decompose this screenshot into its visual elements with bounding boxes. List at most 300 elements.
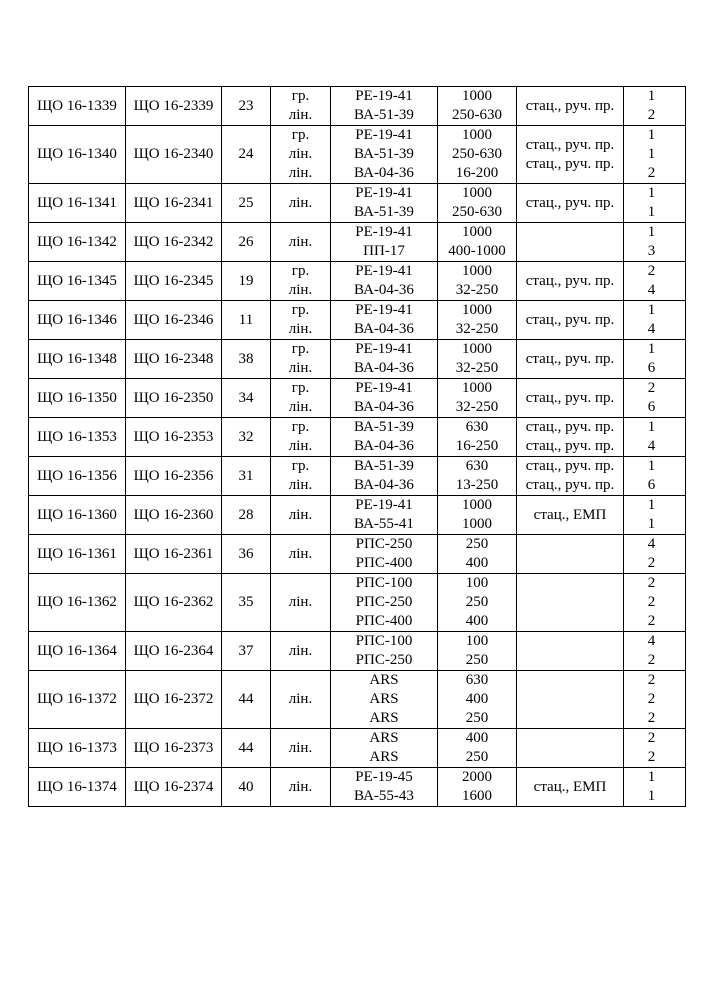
- scheme-number-text: 44: [238, 739, 254, 756]
- table-row: [29, 126, 686, 184]
- device-line: РЕ-19-41: [355, 88, 413, 104]
- current-cell: [438, 535, 517, 574]
- line-type-cell: [271, 340, 331, 379]
- note-cell: [517, 632, 624, 671]
- quantity-line: 1: [647, 204, 656, 220]
- scheme-number-cell: [222, 496, 271, 535]
- alt-code-cell: [126, 729, 222, 768]
- alt-code-cell: [126, 768, 222, 807]
- alt-code-cell: [126, 457, 222, 496]
- device-line: ВА-51-39: [354, 458, 414, 474]
- panel-code-text: ЩО 16-1348: [37, 350, 117, 367]
- device-cell: [331, 457, 438, 496]
- current-line: 1000: [462, 341, 492, 357]
- device-cell: [331, 729, 438, 768]
- current-cell: [438, 126, 517, 184]
- alt-code-cell: [126, 262, 222, 301]
- line-type-line: гр.: [291, 127, 310, 143]
- current-line: 32-250: [455, 282, 499, 298]
- current-line: 1000: [462, 127, 492, 143]
- quantity-line: 4: [647, 282, 656, 298]
- scheme-number-cell: [222, 87, 271, 126]
- quantity-cell: [624, 379, 686, 418]
- device-line: ВА-04-36: [354, 477, 414, 493]
- panel-code-cell: [29, 671, 126, 729]
- quantity-cell: [624, 340, 686, 379]
- quantity-cell: [624, 262, 686, 301]
- current-line: 16-200: [455, 165, 499, 181]
- scheme-number-text: 38: [238, 350, 254, 367]
- alt-code-text: ЩО 16-2353: [133, 428, 214, 445]
- line-type-line: лін.: [288, 165, 313, 181]
- device-line: ВА-51-39: [354, 107, 414, 123]
- line-type-line: гр.: [291, 458, 310, 474]
- note-line: стац., руч. пр.: [525, 194, 615, 211]
- table-body: [29, 87, 686, 807]
- device-line: ARS: [369, 672, 399, 688]
- device-cell: [331, 671, 438, 729]
- alt-code-text: ЩО 16-2350: [133, 389, 214, 406]
- alt-code-text: ЩО 16-2372: [133, 691, 214, 707]
- device-line: РПС-400: [355, 555, 413, 571]
- panel-code-text: ЩО 16-1342: [37, 233, 117, 250]
- note-line: стац., руч. пр.: [525, 97, 615, 114]
- scheme-number-cell: [222, 379, 271, 418]
- line-type-line: лін.: [288, 194, 313, 211]
- device-cell: [331, 496, 438, 535]
- current-cell: [438, 418, 517, 457]
- device-cell: [331, 184, 438, 223]
- panel-code-text: ЩО 16-1345: [37, 272, 117, 289]
- device-line: РЕ-19-41: [355, 497, 413, 513]
- table-row: [29, 671, 686, 729]
- scheme-number-text: 25: [238, 194, 254, 211]
- line-type-line: лін.: [288, 778, 313, 795]
- panel-code-text: ЩО 16-1364: [37, 642, 117, 659]
- panel-code-text: ЩО 16-1353: [37, 428, 117, 445]
- device-cell: [331, 262, 438, 301]
- table-row: [29, 223, 686, 262]
- panel-code-cell: [29, 729, 126, 768]
- device-cell: [331, 340, 438, 379]
- line-type-line: лін.: [288, 360, 313, 376]
- quantity-line: 2: [647, 672, 656, 688]
- panel-code-cell: [29, 223, 126, 262]
- current-cell: [438, 262, 517, 301]
- current-cell: [438, 632, 517, 671]
- line-type-cell: [271, 574, 331, 632]
- current-cell: [438, 184, 517, 223]
- scheme-number-cell: [222, 262, 271, 301]
- device-line: РПС-400: [355, 613, 413, 629]
- quantity-line: 2: [647, 594, 656, 610]
- scheme-number-cell: [222, 184, 271, 223]
- alt-code-cell: [126, 126, 222, 184]
- table-row: [29, 457, 686, 496]
- current-cell: [438, 223, 517, 262]
- current-line: 630: [465, 419, 489, 435]
- current-line: 400: [465, 691, 489, 707]
- panel-code-cell: [29, 457, 126, 496]
- current-cell: [438, 340, 517, 379]
- quantity-cell: [624, 729, 686, 768]
- quantity-line: 1: [647, 516, 656, 532]
- alt-code-text: ЩО 16-2373: [133, 739, 214, 756]
- table-row: [29, 632, 686, 671]
- alt-code-cell: [126, 340, 222, 379]
- device-cell: [331, 574, 438, 632]
- note-line: стац., руч. пр.: [525, 350, 615, 367]
- alt-code-text: ЩО 16-2342: [133, 233, 214, 250]
- current-line: 630: [465, 458, 489, 474]
- current-cell: [438, 768, 517, 807]
- panel-code-cell: [29, 301, 126, 340]
- quantity-line: 2: [647, 710, 656, 726]
- device-line: ARS: [369, 749, 399, 765]
- quantity-cell: [624, 457, 686, 496]
- device-cell: [331, 126, 438, 184]
- line-type-line: гр.: [291, 88, 310, 104]
- panel-code-cell: [29, 535, 126, 574]
- line-type-cell: [271, 671, 331, 729]
- scheme-number-text: 19: [238, 272, 254, 289]
- current-line: 32-250: [455, 321, 499, 337]
- note-cell: [517, 184, 624, 223]
- quantity-line: 1: [647, 788, 656, 804]
- quantity-line: 1: [647, 146, 656, 162]
- device-line: ВА-04-36: [354, 165, 414, 181]
- line-type-cell: [271, 223, 331, 262]
- panel-code-text: ЩО 16-1340: [37, 146, 117, 162]
- panel-code-cell: [29, 184, 126, 223]
- alt-code-cell: [126, 574, 222, 632]
- table-row: [29, 496, 686, 535]
- quantity-line: 2: [647, 730, 656, 746]
- scheme-number-cell: [222, 301, 271, 340]
- alt-code-text: ЩО 16-2356: [133, 467, 214, 484]
- note-cell: [517, 496, 624, 535]
- note-cell: [517, 379, 624, 418]
- line-type-cell: [271, 379, 331, 418]
- panel-code-cell: [29, 126, 126, 184]
- alt-code-text: ЩО 16-2362: [133, 594, 214, 610]
- current-cell: [438, 729, 517, 768]
- table-row: [29, 418, 686, 457]
- device-line: РЕ-19-41: [355, 127, 413, 143]
- note-cell: [517, 574, 624, 632]
- device-line: ВА-55-43: [354, 788, 414, 804]
- line-type-line: гр.: [291, 302, 310, 318]
- alt-code-cell: [126, 418, 222, 457]
- quantity-line: 1: [647, 224, 656, 240]
- line-type-line: лін.: [288, 739, 313, 756]
- panel-code-cell: [29, 379, 126, 418]
- note-cell: [517, 768, 624, 807]
- quantity-line: 2: [647, 107, 656, 123]
- line-type-cell: [271, 262, 331, 301]
- quantity-line: 4: [647, 633, 656, 649]
- scheme-number-text: 32: [238, 428, 254, 445]
- current-line: 1600: [462, 788, 492, 804]
- quantity-cell: [624, 671, 686, 729]
- alt-code-text: ЩО 16-2364: [133, 642, 214, 659]
- scheme-number-text: 36: [238, 545, 254, 562]
- line-type-line: лін.: [288, 282, 313, 298]
- scheme-number-text: 34: [238, 389, 254, 406]
- device-cell: [331, 632, 438, 671]
- current-line: 630: [465, 672, 489, 688]
- quantity-cell: [624, 574, 686, 632]
- table-row: [29, 379, 686, 418]
- note-cell: [517, 340, 624, 379]
- device-line: РПС-100: [355, 575, 413, 591]
- quantity-cell: [624, 768, 686, 807]
- line-type-cell: [271, 535, 331, 574]
- panel-code-cell: [29, 262, 126, 301]
- current-line: 1000: [462, 516, 492, 532]
- quantity-line: 4: [647, 438, 656, 454]
- alt-code-cell: [126, 671, 222, 729]
- quantity-line: 1: [647, 88, 656, 104]
- device-line: ARS: [369, 710, 399, 726]
- scheme-number-cell: [222, 223, 271, 262]
- alt-code-text: ЩО 16-2346: [133, 311, 214, 328]
- note-cell: [517, 262, 624, 301]
- scheme-number-text: 31: [238, 467, 254, 484]
- device-line: ВА-04-36: [354, 321, 414, 337]
- note-cell: [517, 457, 624, 496]
- scheme-number-cell: [222, 671, 271, 729]
- current-line: 1000: [462, 497, 492, 513]
- quantity-cell: [624, 301, 686, 340]
- panel-code-text: ЩО 16-1341: [37, 194, 117, 211]
- alt-code-text: ЩО 16-2360: [133, 506, 214, 523]
- scheme-number-cell: [222, 768, 271, 807]
- line-type-cell: [271, 729, 331, 768]
- line-type-line: лін.: [288, 146, 313, 162]
- current-line: 100: [465, 575, 489, 591]
- note-cell: [517, 418, 624, 457]
- scheme-number-cell: [222, 535, 271, 574]
- device-line: РЕ-19-41: [355, 185, 413, 201]
- device-line: РПС-250: [355, 652, 413, 668]
- quantity-line: 1: [647, 127, 656, 143]
- table-row: [29, 729, 686, 768]
- line-type-line: лін.: [288, 642, 313, 659]
- scheme-number-text: 23: [238, 97, 254, 114]
- current-line: 32-250: [455, 399, 499, 415]
- current-cell: [438, 379, 517, 418]
- line-type-cell: [271, 457, 331, 496]
- alt-code-text: ЩО 16-2340: [133, 146, 214, 162]
- panel-code-text: ЩО 16-1372: [37, 691, 117, 707]
- current-line: 1000: [462, 302, 492, 318]
- scheme-number-text: 28: [238, 506, 254, 523]
- scheme-number-text: 26: [238, 233, 254, 250]
- line-type-cell: [271, 301, 331, 340]
- quantity-line: 1: [647, 341, 656, 357]
- line-type-line: лін.: [288, 399, 313, 415]
- note-cell: [517, 87, 624, 126]
- quantity-line: 2: [647, 575, 656, 591]
- alt-code-text: ЩО 16-2374: [133, 778, 214, 795]
- quantity-cell: [624, 632, 686, 671]
- device-line: РЕ-19-41: [355, 302, 413, 318]
- quantity-line: 3: [647, 243, 656, 259]
- quantity-line: 2: [647, 555, 656, 571]
- panel-code-text: ЩО 16-1350: [37, 389, 117, 406]
- device-line: РЕ-19-41: [355, 341, 413, 357]
- scheme-number-text: 44: [238, 691, 254, 707]
- alt-code-cell: [126, 379, 222, 418]
- note-cell: [517, 535, 624, 574]
- current-line: 16-250: [455, 438, 499, 454]
- quantity-cell: [624, 126, 686, 184]
- current-cell: [438, 574, 517, 632]
- device-cell: [331, 223, 438, 262]
- line-type-line: лін.: [288, 477, 313, 493]
- scheme-number-text: 35: [238, 594, 254, 610]
- table-row: [29, 184, 686, 223]
- quantity-line: 1: [647, 185, 656, 201]
- alt-code-text: ЩО 16-2345: [133, 272, 214, 289]
- line-type-line: лін.: [288, 321, 313, 337]
- scheme-number-text: 24: [238, 146, 254, 162]
- panel-code-cell: [29, 632, 126, 671]
- note-line: стац., руч. пр.: [525, 389, 615, 406]
- device-cell: [331, 87, 438, 126]
- quantity-line: 6: [647, 360, 656, 376]
- alt-code-text: ЩО 16-2361: [133, 545, 214, 562]
- current-line: 2000: [462, 769, 492, 785]
- panel-code-text: ЩО 16-1356: [37, 467, 117, 484]
- line-type-cell: [271, 496, 331, 535]
- current-line: 250: [465, 594, 489, 610]
- quantity-line: 2: [647, 263, 656, 279]
- quantity-cell: [624, 87, 686, 126]
- note-line: стац., руч. пр.: [525, 155, 615, 172]
- note-line: стац., ЕМП: [533, 778, 607, 795]
- note-line: стац., руч. пр.: [525, 311, 615, 328]
- quantity-cell: [624, 535, 686, 574]
- quantity-cell: [624, 184, 686, 223]
- device-cell: [331, 379, 438, 418]
- panel-code-text: ЩО 16-1361: [37, 545, 117, 562]
- table-row: [29, 535, 686, 574]
- line-type-line: лін.: [288, 545, 313, 562]
- quantity-line: 1: [647, 302, 656, 318]
- device-line: ВА-04-36: [354, 282, 414, 298]
- quantity-line: 6: [647, 477, 656, 493]
- line-type-line: лін.: [288, 233, 313, 250]
- device-cell: [331, 768, 438, 807]
- line-type-line: лін.: [288, 438, 313, 454]
- quantity-line: 2: [647, 613, 656, 629]
- current-line: 400: [465, 730, 489, 746]
- device-line: РЕ-19-45: [355, 769, 413, 785]
- table-row: [29, 87, 686, 126]
- panel-code-cell: [29, 418, 126, 457]
- current-line: 250-630: [452, 146, 502, 162]
- current-line: 250-630: [452, 204, 502, 220]
- device-cell: [331, 301, 438, 340]
- note-line: стац., ЕМП: [533, 506, 607, 523]
- quantity-line: 2: [647, 652, 656, 668]
- current-line: 1000: [462, 224, 492, 240]
- line-type-line: гр.: [291, 263, 310, 279]
- quantity-line: 2: [647, 749, 656, 765]
- line-type-line: лін.: [288, 107, 313, 123]
- quantity-line: 6: [647, 399, 656, 415]
- current-line: 1000: [462, 88, 492, 104]
- panel-code-text: ЩО 16-1373: [37, 739, 117, 756]
- scheme-number-text: 40: [238, 778, 254, 795]
- current-cell: [438, 496, 517, 535]
- table-row: [29, 574, 686, 632]
- line-type-cell: [271, 632, 331, 671]
- line-type-cell: [271, 768, 331, 807]
- note-line: стац., руч. пр.: [525, 272, 615, 289]
- table-row: [29, 768, 686, 807]
- device-line: ВА-51-39: [354, 204, 414, 220]
- current-line: 250: [465, 652, 489, 668]
- note-line: стац., руч. пр.: [525, 136, 615, 153]
- line-type-cell: [271, 184, 331, 223]
- current-line: 1000: [462, 380, 492, 396]
- alt-code-cell: [126, 184, 222, 223]
- alt-code-cell: [126, 632, 222, 671]
- panel-code-cell: [29, 768, 126, 807]
- current-line: 100: [465, 633, 489, 649]
- scheme-number-cell: [222, 632, 271, 671]
- device-line: РЕ-19-41: [355, 224, 413, 240]
- note-cell: [517, 301, 624, 340]
- quantity-line: 1: [647, 458, 656, 474]
- alt-code-cell: [126, 87, 222, 126]
- note-cell: [517, 671, 624, 729]
- alt-code-cell: [126, 223, 222, 262]
- alt-code-text: ЩО 16-2348: [133, 350, 214, 367]
- note-cell: [517, 223, 624, 262]
- current-line: 1000: [462, 185, 492, 201]
- alt-code-cell: [126, 535, 222, 574]
- device-line: ВА-04-36: [354, 360, 414, 376]
- table-row: [29, 340, 686, 379]
- panel-code-cell: [29, 87, 126, 126]
- device-cell: [331, 535, 438, 574]
- current-line: 1000: [462, 263, 492, 279]
- device-line: РПС-250: [355, 594, 413, 610]
- device-line: ПП-17: [363, 243, 405, 259]
- device-line: ВА-55-41: [354, 516, 414, 532]
- current-line: 250: [465, 710, 489, 726]
- panel-code-text: ЩО 16-1374: [37, 778, 117, 795]
- alt-code-text: ЩО 16-2341: [133, 194, 214, 211]
- scheme-number-cell: [222, 574, 271, 632]
- current-line: 32-250: [455, 360, 499, 376]
- current-cell: [438, 301, 517, 340]
- note-line: стац., руч. пр.: [525, 419, 615, 435]
- device-line: РПС-100: [355, 633, 413, 649]
- alt-code-cell: [126, 301, 222, 340]
- line-type-line: лін.: [288, 691, 313, 707]
- note-line: стац., руч. пр.: [525, 477, 615, 493]
- current-line: 400: [465, 613, 489, 629]
- scheme-number-text: 11: [238, 311, 254, 328]
- quantity-line: 1: [647, 769, 656, 785]
- note-line: стац., руч. пр.: [525, 438, 615, 454]
- device-cell: [331, 418, 438, 457]
